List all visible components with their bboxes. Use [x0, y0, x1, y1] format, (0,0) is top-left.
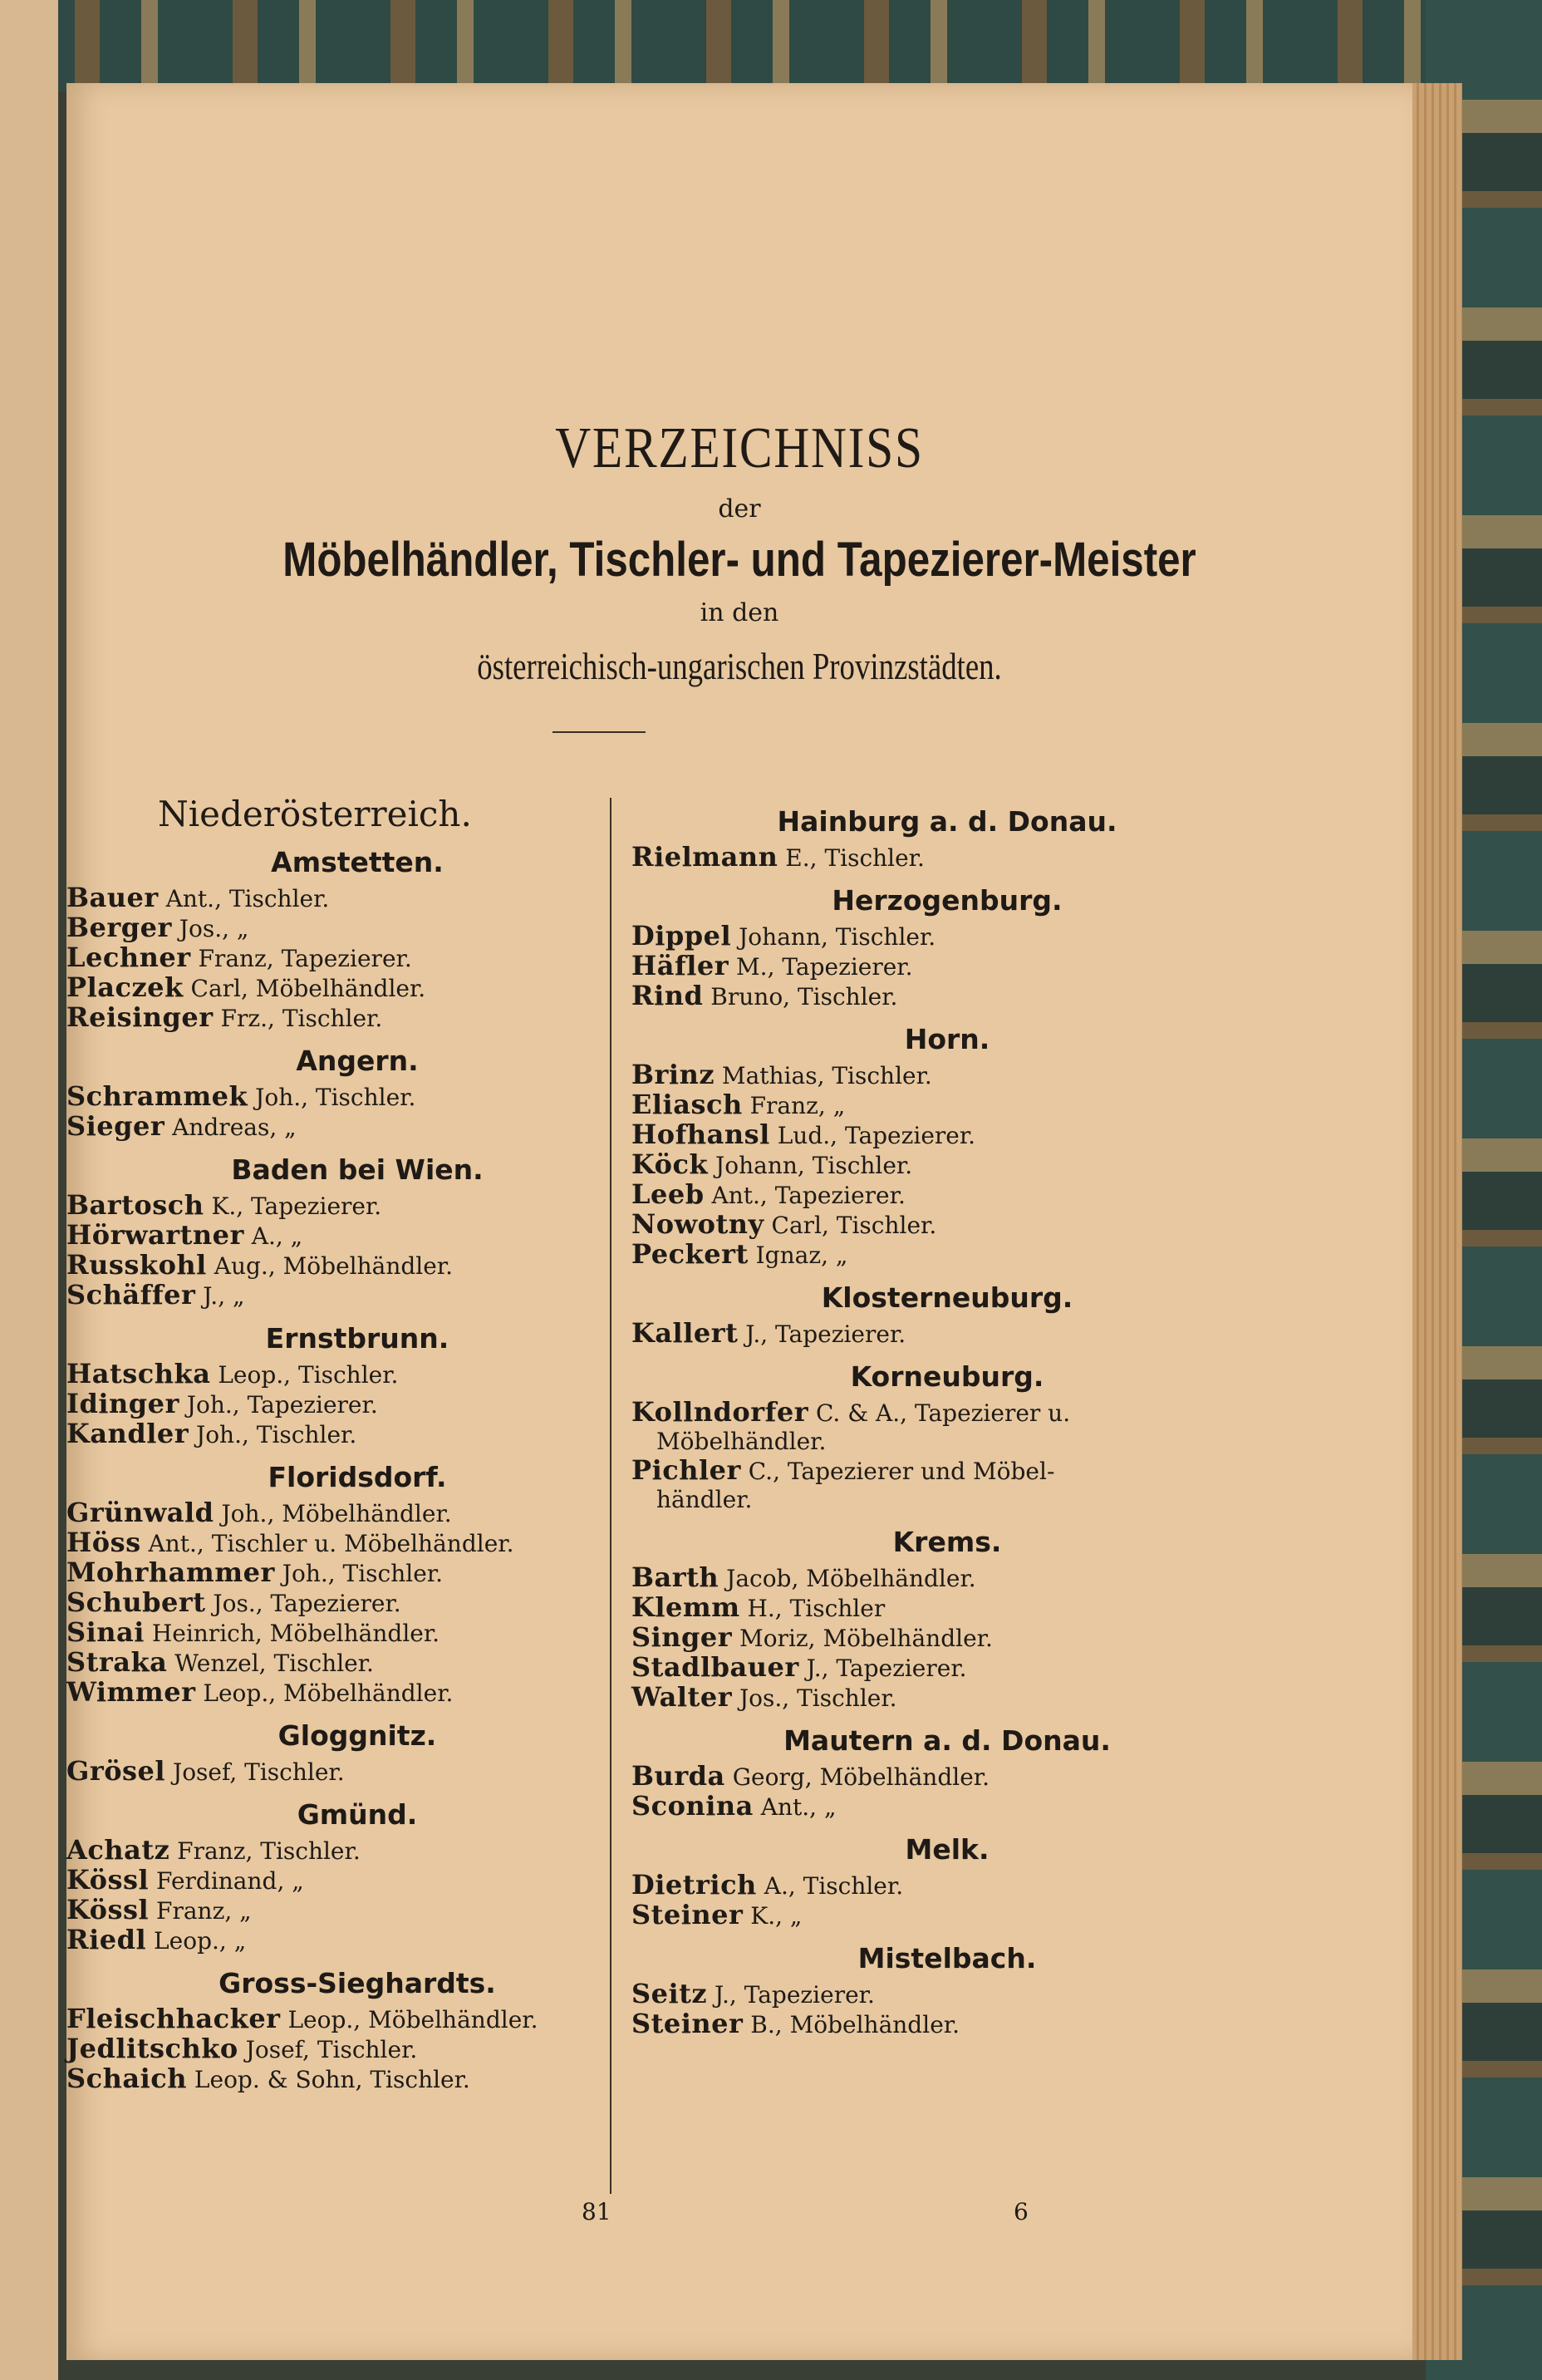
entry-details: Joh., Tischler.: [282, 1560, 443, 1587]
directory-entry: [631, 1398, 1263, 1456]
directory-entry: [631, 952, 1263, 981]
entry-details: Joh., Möbelhändler.: [221, 1500, 452, 1527]
directory-entry: [66, 1648, 598, 1678]
town-heading: Klosterneuburg.: [821, 1281, 1073, 1314]
adjacent-page-edge: [0, 0, 58, 2380]
entry-surname: Wimmer: [66, 1676, 196, 1708]
entry-surname: Stadlbauer: [631, 1651, 799, 1683]
entry-details: Moriz, Möbelhändler.: [739, 1625, 993, 1652]
entry-details: C., Tapezierer und Möbel-: [748, 1458, 1055, 1485]
entry-surname: Kallert: [631, 1317, 739, 1349]
entry-details: Franz, „: [156, 1897, 252, 1925]
entry-continuation: händler.: [656, 1486, 753, 1513]
entry-surname: Barth: [631, 1561, 719, 1593]
entry-details: Joh., Tapezierer.: [186, 1391, 378, 1419]
entry-surname: Schäffer: [66, 1279, 196, 1310]
directory-entry: [66, 1925, 598, 1955]
entry-surname: Hofhansl: [631, 1119, 770, 1150]
directory-entry: [66, 1757, 598, 1787]
entry-surname: Steiner: [631, 1899, 744, 1930]
town-heading: Gmünd.: [297, 1798, 418, 1831]
directory-entry: [66, 1558, 598, 1588]
entry-details: Johann, Tischler.: [715, 1152, 913, 1179]
directory-entry: [631, 1090, 1263, 1120]
entry-surname: Schubert: [66, 1586, 206, 1618]
entry-surname: Jedlitschko: [66, 2033, 238, 2064]
entry-surname: Seitz: [631, 1978, 708, 2009]
column-divider: [610, 798, 611, 2194]
entry-details: Carl, Möbelhändler.: [190, 975, 426, 1002]
town-heading: Amstetten.: [271, 846, 444, 878]
directory-entry: [66, 973, 598, 1003]
entry-details: Leop., „: [154, 1927, 247, 1955]
directory-entry: [66, 1112, 598, 1142]
entry-surname: Dippel: [631, 920, 732, 952]
town-heading: Mautern a. d. Donau.: [783, 1724, 1111, 1757]
entry-details: Aug., Möbelhändler.: [214, 1252, 454, 1280]
entry-surname: Kössl: [66, 1864, 150, 1896]
entry-surname: Grünwald: [66, 1497, 214, 1528]
entry-surname: Mohrhammer: [66, 1556, 275, 1588]
entry-surname: Hatschka: [66, 1358, 211, 1389]
entry-details: Jos., „: [179, 915, 249, 942]
entry-details: C. & A., Tapezierer u.: [816, 1399, 1071, 1427]
entry-surname: Reisinger: [66, 1001, 214, 1033]
directory-entry: [66, 1896, 598, 1925]
entry-surname: Achatz: [66, 1834, 170, 1866]
entry-surname: Straka: [66, 1646, 168, 1678]
entry-surname: Kössl: [66, 1894, 150, 1925]
directory-entry: [66, 1678, 598, 1708]
entry-surname: Berger: [66, 912, 172, 943]
page-stack-edge: [1404, 83, 1462, 2360]
entry-details: H., Tischler: [747, 1595, 886, 1622]
directory-entry: [631, 1150, 1263, 1180]
region-heading: Niederösterreich.: [158, 794, 472, 834]
directory-entry: [66, 1221, 598, 1251]
entry-surname: Häfler: [631, 950, 729, 981]
directory-entry: [631, 843, 1263, 873]
directory-entry: [66, 1389, 598, 1419]
entry-details: Ignaz, „: [755, 1242, 848, 1269]
directory-entry: [631, 1792, 1263, 1822]
entry-surname: Singer: [631, 1621, 733, 1653]
entry-details: A., Tischler.: [764, 1872, 904, 1900]
document-page: [66, 83, 1412, 2360]
entry-surname: Sconina: [631, 1790, 754, 1822]
directory-entry: [631, 2009, 1263, 2039]
entry-details: K., „: [750, 1902, 803, 1930]
entry-details: Ant., Tischler.: [165, 885, 330, 912]
directory-entry: [66, 2034, 598, 2064]
directory-entry: [66, 943, 598, 973]
entry-surname: Köck: [631, 1148, 709, 1180]
directory-entry: [66, 1866, 598, 1896]
entry-details: Jos., Tapezierer.: [213, 1590, 401, 1617]
town-heading: Gloggnitz.: [277, 1719, 437, 1752]
directory-entry: [631, 1683, 1263, 1713]
town-heading: Krems.: [892, 1526, 1002, 1558]
directory-entry: [631, 922, 1263, 952]
entry-surname: Riedl: [66, 1924, 147, 1955]
entry-details: Josef, Tischler.: [245, 2036, 418, 2063]
entry-details: Franz, Tischler.: [177, 1837, 361, 1865]
directory-entry: [66, 1360, 598, 1389]
entry-details: Jos., Tischler.: [739, 1684, 897, 1712]
entry-surname: Rind: [631, 980, 704, 1011]
entry-surname: Rielmann: [631, 841, 778, 873]
entry-details: Josef, Tischler.: [172, 1758, 345, 1786]
directory-entry: [631, 1653, 1263, 1683]
entry-details: Bruno, Tischler.: [710, 983, 898, 1011]
entry-details: Ant., Tischler u. Möbelhändler.: [148, 1530, 514, 1557]
town-heading: Floridsdorf.: [268, 1461, 447, 1493]
directory-entry: [631, 1871, 1263, 1901]
document-title: VERZEICHNISS: [555, 416, 924, 480]
directory-entry: [66, 2004, 598, 2034]
entry-surname: Sinai: [66, 1616, 145, 1648]
entry-surname: Leeb: [631, 1178, 705, 1210]
town-heading: Mistelbach.: [857, 1942, 1037, 1974]
directory-entry: [66, 913, 598, 943]
directory-entry: [631, 1979, 1263, 2009]
entry-details: Ant., Tapezierer.: [711, 1182, 906, 1209]
entry-details: Johann, Tischler.: [739, 923, 936, 951]
entry-surname: Kollndorfer: [631, 1396, 809, 1428]
entry-details: Joh., Tischler.: [255, 1084, 416, 1111]
entry-details: Franz, Tapezierer.: [198, 945, 412, 972]
page-number: 81: [582, 2198, 611, 2225]
entry-surname: Höss: [66, 1527, 141, 1558]
entry-details: K., Tapezierer.: [211, 1192, 382, 1220]
entry-details: J., Tapezierer.: [745, 1320, 906, 1348]
entry-surname: Idinger: [66, 1388, 179, 1419]
town-heading: Melk.: [905, 1833, 990, 1866]
directory-entry: [66, 1082, 598, 1112]
entry-details: Leop., Möbelhändler.: [203, 1679, 454, 1707]
entry-details: Franz, „: [749, 1092, 846, 1119]
directory-entry: [631, 1120, 1263, 1150]
entry-surname: Fleischhacker: [66, 2003, 281, 2034]
entry-details: Ferdinand, „: [156, 1867, 304, 1895]
entry-surname: Peckert: [631, 1238, 749, 1270]
town-heading: Ernstbrunn.: [265, 1322, 449, 1355]
entry-details: M., Tapezierer.: [736, 953, 913, 981]
directory-entry: [631, 1623, 1263, 1653]
entry-surname: Kandler: [66, 1418, 189, 1449]
entry-surname: Pichler: [631, 1454, 741, 1486]
directory-entry: [66, 1419, 598, 1449]
entry-details: Georg, Möbelhändler.: [732, 1763, 990, 1791]
entry-details: Lud., Tapezierer.: [777, 1122, 976, 1149]
entry-surname: Brinz: [631, 1059, 715, 1090]
entry-surname: Placzek: [66, 971, 184, 1003]
entry-details: Mathias, Tischler.: [721, 1062, 932, 1089]
entry-surname: Dietrich: [631, 1869, 757, 1901]
title-region: österreichisch-ungarischen Provinzstädten.: [477, 645, 1002, 687]
left-column: [66, 794, 598, 2094]
directory-entry: [66, 1003, 598, 1033]
directory-entry: [66, 1498, 598, 1528]
directory-entry: [66, 1618, 598, 1648]
title-der: der: [718, 494, 761, 524]
town-heading: Baden bei Wien.: [231, 1153, 484, 1186]
entry-surname: Schrammek: [66, 1080, 248, 1112]
entry-surname: Bartosch: [66, 1189, 204, 1221]
entry-details: Andreas, „: [172, 1114, 297, 1141]
entry-details: Carl, Tischler.: [771, 1212, 937, 1239]
document-subtitle: Möbelhändler, Tischler- und Tapezierer-Meister: [282, 533, 1196, 587]
town-heading: Gross-Sieghardts.: [219, 1967, 496, 1999]
entry-details: Leop., Tischler.: [218, 1361, 399, 1389]
signature-number: 6: [1014, 2198, 1029, 2225]
entry-surname: Nowotny: [631, 1208, 764, 1240]
directory-entry: [66, 883, 598, 913]
book-cover-top: [0, 0, 1542, 91]
directory-entry: [66, 1588, 598, 1618]
directory-entry: [631, 1319, 1263, 1349]
entry-surname: Eliasch: [631, 1089, 743, 1120]
entry-surname: Schaich: [66, 2063, 187, 2094]
directory-entry: [631, 981, 1263, 1011]
entry-details: J., „: [203, 1282, 245, 1310]
town-heading: Horn.: [904, 1023, 990, 1055]
directory-entry: [631, 1240, 1263, 1270]
town-heading: Hainburg a. d. Donau.: [777, 805, 1117, 838]
entry-surname: Grösel: [66, 1755, 166, 1787]
title-in-den: in den: [700, 598, 779, 627]
entry-surname: Burda: [631, 1760, 725, 1792]
entry-details: Frz., Tischler.: [220, 1005, 383, 1032]
entry-surname: Klemm: [631, 1591, 740, 1623]
town-heading: Korneuburg.: [850, 1360, 1044, 1393]
entry-details: Joh., Tischler.: [195, 1421, 357, 1448]
directory-entry: [631, 1593, 1263, 1623]
title-divider: [552, 731, 646, 733]
entry-details: A., „: [251, 1222, 303, 1250]
town-heading: Angern.: [296, 1045, 419, 1077]
entry-details: Wenzel, Tischler.: [174, 1650, 374, 1677]
directory-entry: [66, 1281, 598, 1310]
entry-details: E., Tischler.: [785, 844, 925, 872]
entry-details: Ant., „: [760, 1793, 837, 1821]
entry-surname: Russkohl: [66, 1249, 207, 1281]
entry-details: Leop. & Sohn, Tischler.: [194, 2066, 470, 2093]
entry-details: Jacob, Möbelhändler.: [726, 1565, 976, 1592]
entry-details: Heinrich, Möbelhändler.: [151, 1620, 440, 1647]
entry-surname: Hörwartner: [66, 1219, 244, 1251]
directory-entry: [66, 1251, 598, 1281]
directory-entry: [66, 1528, 598, 1558]
directory-entry: [631, 1456, 1263, 1514]
directory-entry: [66, 1836, 598, 1866]
directory-entry: [66, 1191, 598, 1221]
right-column: [631, 794, 1263, 2039]
entry-details: Leop., Möbelhändler.: [287, 2006, 538, 2033]
directory-entry: [631, 1762, 1263, 1792]
entry-details: J., Tapezierer.: [714, 1981, 875, 2009]
entry-surname: Steiner: [631, 2008, 744, 2039]
entry-surname: Lechner: [66, 942, 191, 973]
directory-entry: [631, 1901, 1263, 1930]
directory-entry: [631, 1210, 1263, 1240]
entry-surname: Bauer: [66, 882, 159, 913]
directory-entry: [631, 1563, 1263, 1593]
entry-surname: Walter: [631, 1681, 733, 1713]
directory-entry: [631, 1060, 1263, 1090]
entry-surname: Sieger: [66, 1110, 165, 1142]
entry-details: J., Tapezierer.: [806, 1655, 967, 1682]
directory-entry: [631, 1180, 1263, 1210]
directory-entry: [66, 2064, 598, 2094]
town-heading: Herzogenburg.: [832, 884, 1063, 917]
entry-continuation: Möbelhändler.: [656, 1428, 827, 1455]
entry-details: B., Möbelhändler.: [750, 2011, 960, 2038]
